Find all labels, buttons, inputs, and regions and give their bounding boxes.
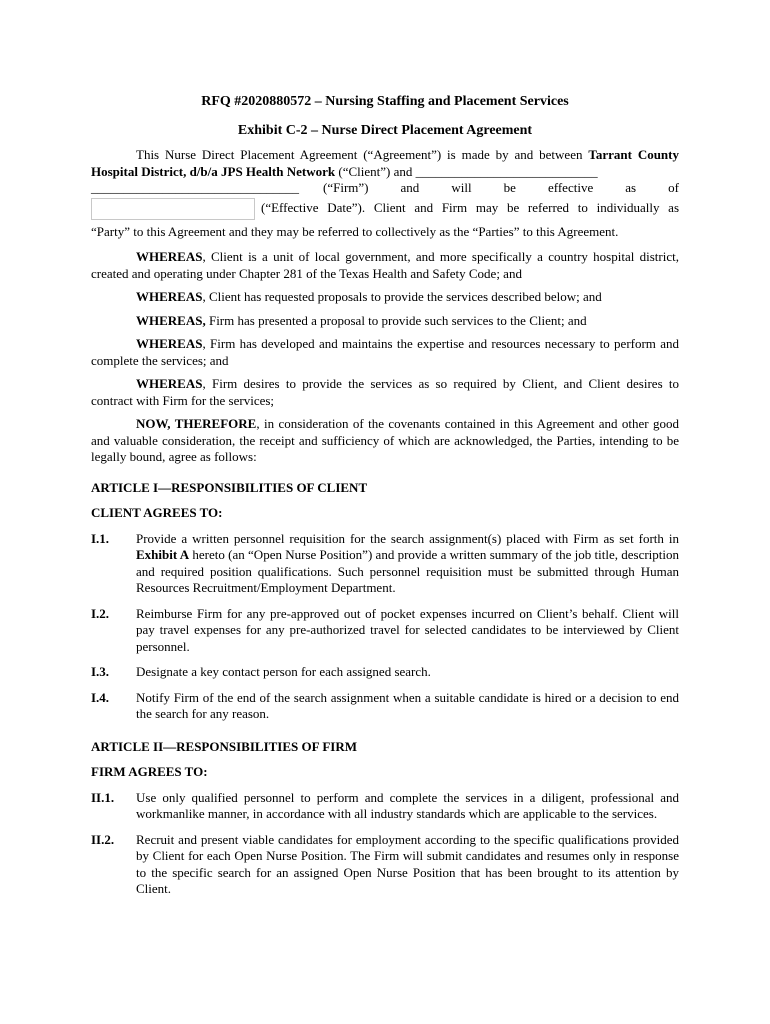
recital-lead: NOW, THEREFORE: [136, 416, 257, 431]
exhibit-reference: Exhibit A: [136, 547, 190, 562]
article-2-heading: ARTICLE II—RESPONSIBILITIES OF FIRM: [91, 738, 357, 754]
recital-lead: WHEREAS: [136, 249, 203, 264]
recital-text: Firm has presented a proposal to provide such services to the Client; and: [205, 312, 587, 328]
document-subtitle: Exhibit C-2 – Nurse Direct Placement Agreement: [237, 122, 533, 138]
intro-text-3: (“Firm”) and will be effective as of: [323, 180, 679, 195]
intro-text-2: (“Client”) and: [335, 163, 416, 179]
clause-number: II.2.: [91, 831, 115, 847]
document-body: [91, 94, 679, 907]
article-2-subheading: FIRM AGREES TO:: [91, 764, 208, 779]
recital-text: , Client has requested proposals to provide the services described below; and: [202, 289, 602, 304]
clause-text: Notify Firm of the end of the search assignment when a suitable candidate is hired or a decision to end the search for any reason.: [136, 689, 679, 721]
clause-number: II.1.: [91, 789, 115, 805]
clause-number: I.2.: [91, 605, 110, 621]
clause-number: I.4.: [91, 689, 110, 705]
article-1-subheading: CLIENT AGREES TO:: [91, 505, 223, 520]
clause-item: [91, 690, 679, 723]
recital-lead: WHEREAS: [136, 289, 203, 304]
recital-1: [91, 249, 679, 282]
intro-paragraph: [91, 147, 679, 180]
recital-text: , Firm has developed and maintains the expertise and resources necessary to perform and complete the services; and: [91, 336, 679, 368]
recital-text: , in consideration of the covenants contained in this Agreement and other good and valuable consideration, the receipt and sufficiency of which are acknowledged, the Parties, intending to be legally bound, agree as follows:: [91, 416, 680, 464]
article-1-heading: ARTICLE I—RESPONSIBILITIES OF CLIENT: [91, 479, 368, 495]
clause-number: I.1.: [91, 530, 110, 546]
recital-4: [91, 336, 679, 369]
clause-item: [91, 664, 679, 681]
clause-text: Use only qualified personnel to perform and complete the services in a diligent, professional and workmanlike manner, in accordance with all industry standards which are applicable to the services.: [136, 789, 679, 821]
clause-text: [136, 531, 679, 597]
clause-text: Reimburse Firm for any pre-approved out of pocket expenses incurred on Client’s behalf. Client will pay travel expenses for any pre-authorized travel for selected candidates to be interviewed by Client personnel.: [136, 605, 679, 654]
intro-text-4: (“Effective Date”). Client and Firm may be referred to individually as: [261, 200, 679, 216]
clause-text-part: hereto (an “Open Nurse Position”) and provide a written summary of the job title, description and required position qualifications. Such personnel requisition must be submitted through Human Resources Recruitment/Employment Department.: [136, 547, 680, 595]
intro-text-1: This Nurse Direct Placement Agreement (“Agreement”) is made by and between: [136, 147, 589, 162]
effective-date-field[interactable]: [91, 198, 255, 220]
clause-number: I.3.: [91, 664, 110, 679]
firm-name-blank-2: ________________________________: [91, 180, 299, 195]
recital-2: [91, 289, 679, 306]
recital-text: , Firm desires to provide the services as so required by Client, and Client desires to contract with Firm for the services;: [91, 376, 679, 408]
firm-name-blank-1: ____________________________: [415, 163, 598, 179]
clause-item: [91, 832, 679, 898]
client-name: Tarrant County Hospital District, d/b/a JPS Health Network: [91, 147, 679, 179]
recital-5: [91, 376, 679, 409]
clause-item: [91, 531, 679, 597]
intro-text-5: “Party” to this Agreement and they may be referred to collectively as the “Parties” to this Agreement.: [91, 223, 619, 239]
recital-3: [91, 313, 679, 330]
clause-item: [91, 606, 679, 656]
recital-text: , Client is a unit of local government, and more specifically a country hospital district, created and operating under Chapter 281 of the Texas Health and Safety Code; and: [91, 249, 679, 281]
recital-6: [91, 416, 679, 466]
recital-lead: WHEREAS,: [136, 312, 206, 328]
document-title: RFQ #2020880572 – Nursing Staffing and Placement Services: [201, 94, 569, 109]
recital-lead: WHEREAS: [136, 336, 203, 351]
clause-text: Designate a key contact person for each assigned search.: [136, 664, 431, 679]
intro-firm-line: [91, 180, 679, 197]
recital-lead: WHEREAS: [136, 376, 203, 391]
clause-item: [91, 790, 679, 823]
clause-text: Recruit and present viable candidates for employment according to the specific qualifications provided by Client for each Open Nurse Position. The Firm will submit candidates and resumes only in response to the specific search for an assigned Open Nurse Position that has been brought to its attention by Client.: [136, 831, 679, 896]
clause-text-part: Provide a written personnel requisition for the search assignment(s) placed with Firm as set forth in: [136, 530, 679, 546]
effective-date-row: [91, 198, 679, 220]
